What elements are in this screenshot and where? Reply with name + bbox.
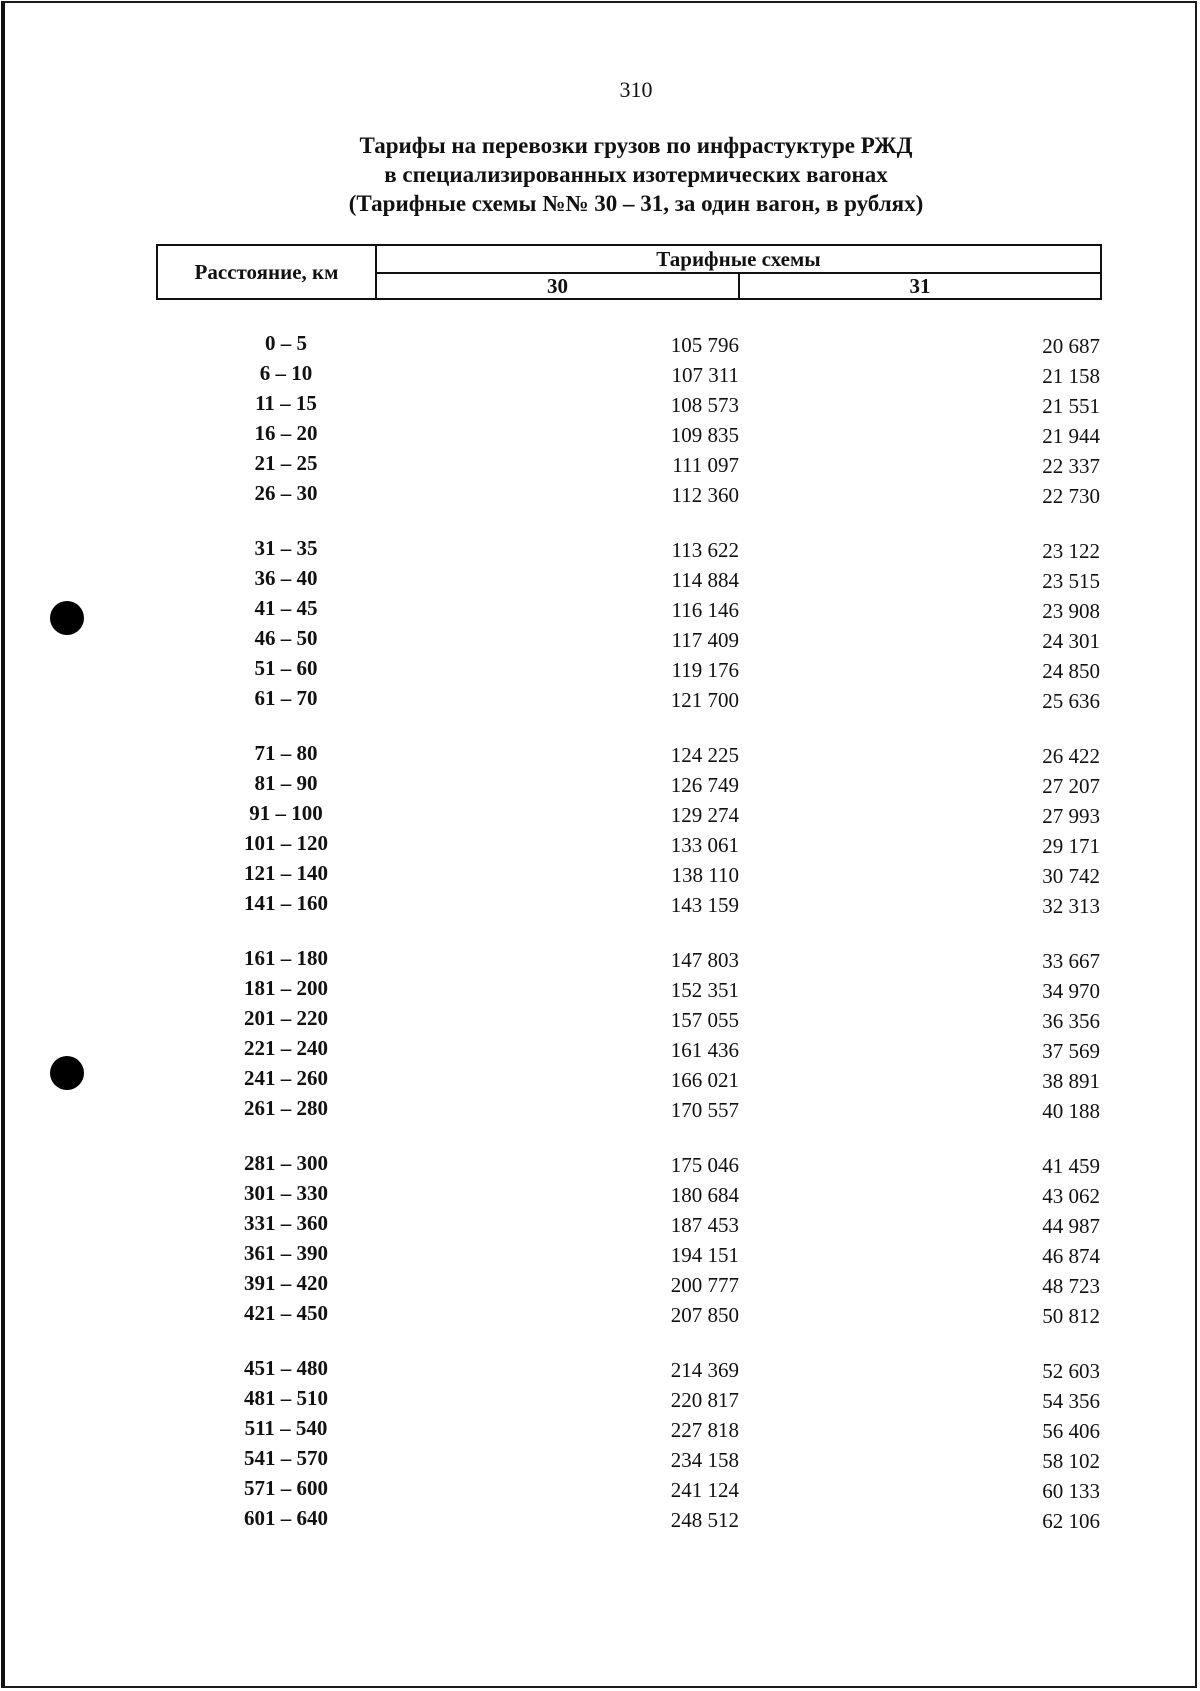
cell-scheme-30: 105 796 bbox=[670, 333, 739, 357]
cell-distance: 16 – 20 bbox=[254, 421, 318, 445]
cell-scheme-30: 111 097 bbox=[672, 453, 739, 477]
cell-distance: 181 – 200 bbox=[244, 976, 328, 1000]
cell-scheme-30: 180 684 bbox=[670, 1183, 739, 1207]
cell-scheme-30: 170 557 bbox=[670, 1098, 739, 1122]
cell-distance: 421 – 450 bbox=[244, 1301, 328, 1325]
cell-scheme-31: 52 603 bbox=[1042, 1359, 1100, 1383]
cell-distance: 0 – 5 bbox=[265, 331, 307, 355]
cell-scheme-31: 22 337 bbox=[1042, 454, 1100, 478]
header-scheme-30: 30 bbox=[547, 273, 568, 298]
cell-distance: 6 – 10 bbox=[259, 361, 313, 385]
header-scheme-31: 31 bbox=[909, 273, 931, 298]
cell-scheme-31: 46 874 bbox=[1042, 1244, 1100, 1268]
table-row bbox=[0, 1003, 1200, 1033]
page-number: 310 bbox=[619, 77, 653, 102]
cell-distance: 121 – 140 bbox=[244, 861, 328, 885]
cell-scheme-30: 113 622 bbox=[671, 538, 739, 562]
table-body bbox=[0, 328, 1200, 1533]
row-group bbox=[0, 533, 1200, 713]
cell-scheme-31: 58 102 bbox=[1042, 1449, 1100, 1473]
row-group bbox=[0, 328, 1200, 508]
row-group bbox=[0, 738, 1200, 918]
cell-scheme-31: 27 207 bbox=[1042, 774, 1100, 798]
cell-distance: 301 – 330 bbox=[244, 1181, 328, 1205]
cell-scheme-31: 23 122 bbox=[1042, 539, 1100, 563]
cell-scheme-30: 166 021 bbox=[670, 1068, 739, 1092]
cell-scheme-30: 157 055 bbox=[670, 1008, 739, 1032]
table-row bbox=[0, 478, 1200, 508]
cell-distance: 331 – 360 bbox=[244, 1211, 328, 1235]
table-row bbox=[0, 888, 1200, 918]
cell-scheme-31: 33 667 bbox=[1042, 949, 1100, 973]
cell-scheme-31: 60 133 bbox=[1042, 1479, 1100, 1503]
cell-distance: 101 – 120 bbox=[244, 831, 328, 855]
table-row bbox=[0, 593, 1200, 623]
document-title bbox=[186, 131, 1086, 218]
table-row bbox=[0, 1353, 1200, 1383]
cell-scheme-30: 124 225 bbox=[670, 743, 739, 767]
table-row bbox=[0, 1413, 1200, 1443]
cell-scheme-31: 44 987 bbox=[1042, 1214, 1100, 1238]
table-row bbox=[0, 738, 1200, 768]
cell-distance: 41 – 45 bbox=[254, 596, 318, 620]
cell-scheme-31: 29 171 bbox=[1042, 834, 1100, 858]
cell-distance: 361 – 390 bbox=[244, 1241, 328, 1265]
cell-scheme-31: 23 908 bbox=[1042, 599, 1100, 623]
cell-distance: 571 – 600 bbox=[244, 1476, 328, 1500]
cell-scheme-30: 175 046 bbox=[670, 1153, 739, 1177]
cell-scheme-31: 40 188 bbox=[1042, 1099, 1100, 1123]
cell-scheme-31: 34 970 bbox=[1042, 979, 1100, 1003]
title-line: в специализированных изотермических вагонах bbox=[384, 162, 888, 187]
table-row bbox=[0, 388, 1200, 418]
cell-scheme-31: 43 062 bbox=[1042, 1184, 1100, 1208]
cell-scheme-30: 116 146 bbox=[671, 598, 739, 622]
cell-scheme-30: 241 124 bbox=[670, 1478, 739, 1502]
cell-scheme-30: 126 749 bbox=[670, 773, 739, 797]
cell-distance: 71 – 80 bbox=[254, 741, 318, 765]
row-group bbox=[0, 1148, 1200, 1328]
cell-scheme-30: 214 369 bbox=[670, 1358, 739, 1382]
table-row bbox=[0, 623, 1200, 653]
header-schemes: Тарифные схемы bbox=[656, 246, 821, 271]
cell-scheme-31: 27 993 bbox=[1042, 804, 1100, 828]
table-row bbox=[0, 418, 1200, 448]
cell-scheme-31: 24 301 bbox=[1042, 629, 1100, 653]
cell-distance: 21 – 25 bbox=[254, 451, 318, 475]
cell-scheme-30: 147 803 bbox=[670, 948, 739, 972]
cell-distance: 451 – 480 bbox=[244, 1356, 328, 1380]
cell-distance: 141 – 160 bbox=[244, 891, 328, 915]
table-row bbox=[0, 1383, 1200, 1413]
cell-scheme-31: 54 356 bbox=[1042, 1389, 1100, 1413]
cell-scheme-31: 24 850 bbox=[1042, 659, 1100, 683]
cell-scheme-31: 22 730 bbox=[1042, 484, 1100, 508]
table-row bbox=[0, 1443, 1200, 1473]
cell-distance: 11 – 15 bbox=[255, 391, 317, 415]
cell-scheme-30: 227 818 bbox=[670, 1418, 739, 1442]
cell-scheme-30: 220 817 bbox=[670, 1388, 739, 1412]
table-row bbox=[0, 1238, 1200, 1268]
cell-scheme-30: 187 453 bbox=[670, 1213, 739, 1237]
cell-scheme-30: 119 176 bbox=[671, 658, 739, 682]
cell-scheme-30: 109 835 bbox=[670, 423, 739, 447]
cell-scheme-30: 200 777 bbox=[670, 1273, 739, 1297]
title-line: (Тарифные схемы №№ 30 – 31, за один вагон, в рублях) bbox=[348, 191, 924, 216]
cell-scheme-30: 107 311 bbox=[671, 363, 739, 387]
cell-distance: 51 – 60 bbox=[254, 656, 318, 680]
cell-distance: 161 – 180 bbox=[244, 946, 328, 970]
row-group bbox=[0, 943, 1200, 1123]
table-row bbox=[0, 1268, 1200, 1298]
cell-scheme-30: 161 436 bbox=[670, 1038, 739, 1062]
row-group bbox=[0, 1353, 1200, 1533]
cell-distance: 221 – 240 bbox=[244, 1036, 328, 1060]
table-row bbox=[0, 1178, 1200, 1208]
cell-scheme-30: 152 351 bbox=[670, 978, 739, 1002]
cell-scheme-31: 38 891 bbox=[1042, 1069, 1100, 1093]
cell-distance: 26 – 30 bbox=[254, 481, 318, 505]
table-row bbox=[0, 448, 1200, 478]
table-row bbox=[0, 828, 1200, 858]
table-row bbox=[0, 1033, 1200, 1063]
table-row bbox=[0, 358, 1200, 388]
cell-scheme-30: 133 061 bbox=[670, 833, 739, 857]
cell-distance: 91 – 100 bbox=[249, 801, 323, 825]
cell-distance: 36 – 40 bbox=[254, 566, 318, 590]
header-distance: Расстояние, км bbox=[194, 259, 339, 284]
cell-distance: 391 – 420 bbox=[244, 1271, 328, 1295]
table-row bbox=[0, 328, 1200, 358]
cell-scheme-31: 62 106 bbox=[1042, 1509, 1100, 1533]
table-row bbox=[0, 768, 1200, 798]
title-line: Тарифы на перевозки грузов по инфрастуктуре РЖД bbox=[359, 133, 913, 158]
table-row bbox=[0, 1473, 1200, 1503]
cell-distance: 81 – 90 bbox=[254, 771, 318, 795]
cell-scheme-31: 32 313 bbox=[1042, 894, 1100, 918]
cell-scheme-31: 21 158 bbox=[1042, 364, 1100, 388]
cell-scheme-31: 21 551 bbox=[1042, 394, 1100, 418]
cell-scheme-31: 41 459 bbox=[1042, 1154, 1100, 1178]
table-row bbox=[0, 653, 1200, 683]
table-row bbox=[0, 563, 1200, 593]
cell-distance: 46 – 50 bbox=[254, 626, 318, 650]
cell-scheme-30: 112 360 bbox=[671, 483, 739, 507]
table-row bbox=[0, 1093, 1200, 1123]
cell-scheme-31: 36 356 bbox=[1042, 1009, 1100, 1033]
cell-distance: 201 – 220 bbox=[244, 1006, 328, 1030]
cell-scheme-31: 48 723 bbox=[1042, 1274, 1100, 1298]
cell-scheme-30: 138 110 bbox=[671, 863, 739, 887]
cell-distance: 481 – 510 bbox=[244, 1386, 328, 1410]
table-row bbox=[0, 1298, 1200, 1328]
table-row bbox=[0, 1063, 1200, 1093]
cell-scheme-30: 121 700 bbox=[670, 688, 739, 712]
table-row bbox=[0, 798, 1200, 828]
cell-scheme-31: 25 636 bbox=[1042, 689, 1100, 713]
cell-scheme-30: 114 884 bbox=[671, 568, 739, 592]
table-row bbox=[0, 683, 1200, 713]
table-row bbox=[0, 1503, 1200, 1533]
table-row bbox=[0, 1208, 1200, 1238]
cell-scheme-31: 30 742 bbox=[1042, 864, 1100, 888]
cell-scheme-30: 108 573 bbox=[670, 393, 739, 417]
cell-distance: 281 – 300 bbox=[244, 1151, 328, 1175]
cell-distance: 511 – 540 bbox=[244, 1416, 328, 1440]
cell-scheme-31: 56 406 bbox=[1042, 1419, 1100, 1443]
cell-scheme-30: 248 512 bbox=[670, 1508, 739, 1532]
table-row bbox=[0, 1148, 1200, 1178]
cell-distance: 601 – 640 bbox=[244, 1506, 328, 1530]
cell-scheme-30: 117 409 bbox=[671, 628, 739, 652]
cell-distance: 31 – 35 bbox=[254, 536, 318, 560]
cell-distance: 261 – 280 bbox=[244, 1096, 328, 1120]
table-row bbox=[0, 973, 1200, 1003]
cell-scheme-31: 37 569 bbox=[1042, 1039, 1100, 1063]
cell-distance: 241 – 260 bbox=[244, 1066, 328, 1090]
cell-scheme-30: 234 158 bbox=[670, 1448, 739, 1472]
cell-scheme-31: 50 812 bbox=[1042, 1304, 1100, 1328]
table-row bbox=[0, 533, 1200, 563]
cell-scheme-31: 23 515 bbox=[1042, 569, 1100, 593]
table-row bbox=[0, 858, 1200, 888]
cell-scheme-31: 21 944 bbox=[1042, 424, 1100, 448]
cell-distance: 541 – 570 bbox=[244, 1446, 328, 1470]
cell-distance: 61 – 70 bbox=[254, 686, 318, 710]
cell-scheme-30: 207 850 bbox=[670, 1303, 739, 1327]
cell-scheme-31: 26 422 bbox=[1042, 744, 1100, 768]
cell-scheme-31: 20 687 bbox=[1042, 334, 1100, 358]
cell-scheme-30: 129 274 bbox=[670, 803, 739, 827]
cell-scheme-30: 143 159 bbox=[670, 893, 739, 917]
table-row bbox=[0, 943, 1200, 973]
cell-scheme-30: 194 151 bbox=[670, 1243, 739, 1267]
